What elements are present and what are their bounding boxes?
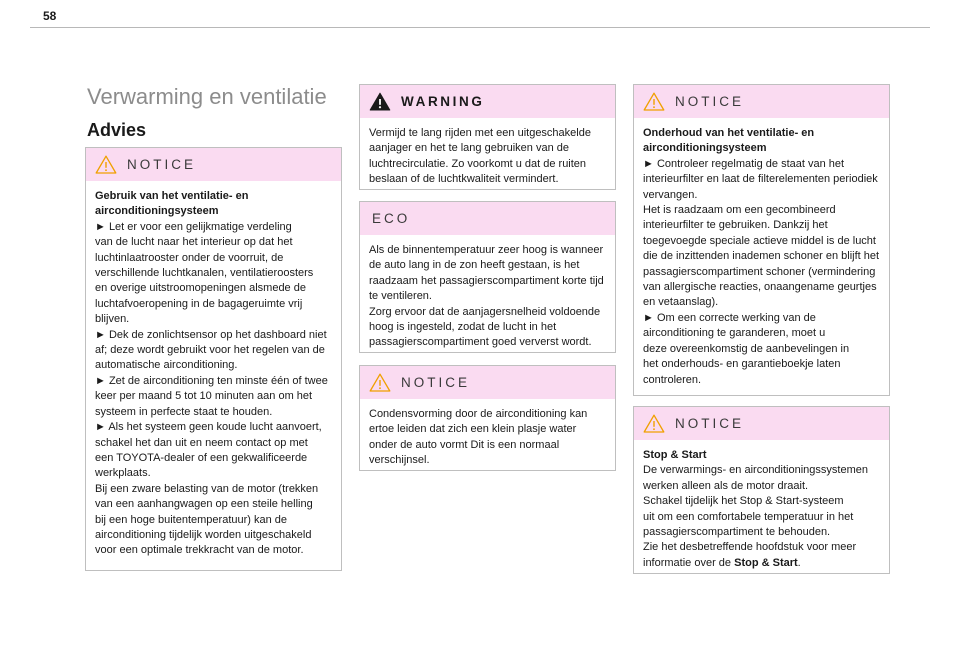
text-line: Zie het desbetreffende hoofdstuk voor meer [643,541,857,554]
text-line: luchtinlaatrooster onder de voorruit, de [95,251,284,264]
text-line: luchtafvoeropening in de bagageruimte vrij [95,297,303,310]
notice-box-usage [85,147,342,571]
stop-start-reference: Stop & Start [734,556,798,569]
warning-triangle-icon [643,92,665,111]
text-line: die de inzittenden inademen schoner en blijft het [643,250,880,263]
text-line: raadzaam het passagierscompartiment korte tijd [369,274,604,287]
notice-box-maintenance [633,84,890,396]
header-divider [30,27,930,28]
text-line: De verwarmings- en airconditioningssystemen [643,464,868,477]
text-line: schakel het dan uit en neem contact op met [95,436,308,449]
notice-body [634,440,889,579]
text-line: toegevoegde speciale actieve middel is de lucht [643,234,876,247]
text-line: voor een optimale trekkracht van de motor. [95,544,304,557]
text-line: van een aanhangwagen op een steile helling [95,498,313,511]
text-line: controleren. [643,373,702,386]
notice-heading: Onderhoud van het ventilatie- en airconditioningsysteem [643,127,815,155]
text-line: interieurfilter en laat de filterelementen periodiek [643,173,878,186]
text-line: keer per maand 5 tot 10 minuten aan om het [95,390,313,403]
notice-header [360,366,615,399]
text-line: bij een hoge buitentemperatuur) kan de [95,513,288,526]
text-line: vervangen. [643,188,698,201]
text-line: het onderhouds- en garantieboekje laten [643,358,841,371]
notice-heading: Gebruik van het ventilatie- en airconditioningsysteem [95,190,249,218]
text-line: ► Als het systeem geen koude lucht aanvoert, [95,421,322,434]
warning-triangle-icon [369,373,391,392]
notice-label: NOTICE [675,415,745,431]
text-line: systeem in perfecte staat te houden. [95,405,273,418]
text-line: ► Zet de airconditioning ten minste één of twee [95,374,328,387]
notice-header [634,407,889,440]
text-line: ertoe leiden dat zich een klein plasje water [369,423,577,436]
warning-triangle-icon [643,414,665,433]
warning-label: WARNING [401,93,485,109]
text-line: uit om een comfortabele temperatuur in het [643,510,854,523]
text-line: werken alleen als de motor draait. [643,479,809,492]
notice-body [86,181,341,567]
eco-body [360,235,615,359]
notice-header [86,148,341,181]
warning-box [359,84,616,190]
text-line: werkplaats. [95,467,151,480]
text-line: deze overeenkomstig de aanbevelingen in [643,342,850,355]
warning-triangle-icon [95,155,117,174]
notice-header [634,85,889,118]
notice-label: NOTICE [401,374,471,390]
text-line-last [643,556,880,571]
text-line: af; deze wordt gebruikt voor het regelen van de [95,344,325,357]
text-line: blijven. [95,313,130,326]
warning-body [360,118,615,196]
eco-header [360,202,615,235]
text-line: ► Om een correcte werking van de [643,311,816,324]
text-line: automatische airconditioning. [95,359,238,372]
eco-label: ECO [372,210,411,226]
text-line: Zorg ervoor dat de aanjagersnelheid voldoende [369,305,601,318]
text-line: te ventileren. [369,290,432,303]
notice-box-stop-start [633,406,890,574]
text-line: een TOYOTA-dealer of een gekwalificeerde [95,451,308,464]
notice-heading: Stop & Start [643,449,707,461]
warning-triangle-icon [369,92,391,111]
text-line: aanjager en het te lang gebruiken van de [369,142,569,155]
section-subtitle: Advies [87,120,147,140]
text-line: en vetaanslag). [643,296,719,309]
text-line: ► Dek de zonlichtsensor op het dashboard niet [95,328,327,341]
text-line: passagierscompartiment te behouden. [643,526,831,539]
text-line: Het is raadzaam om een gecombineerd [643,204,836,217]
text-line: luchtrecirculatie. Zo voorkomt u dat de ruiten [369,157,587,170]
notice-body [360,399,615,477]
text-line: passagierscompartiment goed ververst wordt. [369,336,592,349]
page-number: 58 [43,9,57,23]
text-line: verschijnsel. [369,454,430,467]
warning-header [360,85,615,118]
eco-box [359,201,616,353]
text-line: Vermijd te lang rijden met een uitgeschakelde [369,127,591,139]
text-line: en overige uitstroomopeningen alsmede de [95,282,306,295]
text-line: Bij een zware belasting van de motor (trekken [95,482,319,495]
text-line: ► Controleer regelmatig de staat van het [643,157,845,170]
notice-body [634,118,889,396]
text-line: Schakel tijdelijk het Stop & Start-systeem [643,495,844,508]
text-line: Als de binnentemperatuur zeer hoog is wanneer [369,244,604,256]
text-line: onder de auto vormt Dit is een normaal [369,438,560,451]
text-line: airconditioning te garanderen, moet u [643,327,826,340]
notice-label: NOTICE [675,93,745,109]
text-line: interieurfilter te gebruiken. Dankzij het [643,219,828,232]
text-line: van de lucht naar het interieur op dat het [95,236,293,249]
text-fragment: . [797,556,801,569]
text-line: ► Let er voor een gelijkmatige verdeling [95,220,292,233]
text-line: beslaan of de luchtkwaliteit vermindert. [369,173,559,186]
text-line: airconditioning tijdelijk worden uitgeschakeld [95,528,312,541]
text-line: de auto lang in de zon heeft gestaan, is het [369,259,580,272]
text-line: van allergische reacties, onaangename geurtjes [643,281,877,294]
text-line: passagierscompartiment schoner (vermindering [643,265,876,278]
text-line: Condensvorming door de airconditioning kan [369,408,588,420]
text-line: hoog is ingesteld, zodat de lucht in het [369,321,557,334]
notice-box-condensation [359,365,616,471]
section-title: Verwarming en ventilatie [87,84,327,109]
text-line: verschillende luchtkanalen, ventilatieroosters [95,267,314,280]
text-fragment: informatie over de [643,556,735,569]
notice-label: NOTICE [127,156,197,172]
